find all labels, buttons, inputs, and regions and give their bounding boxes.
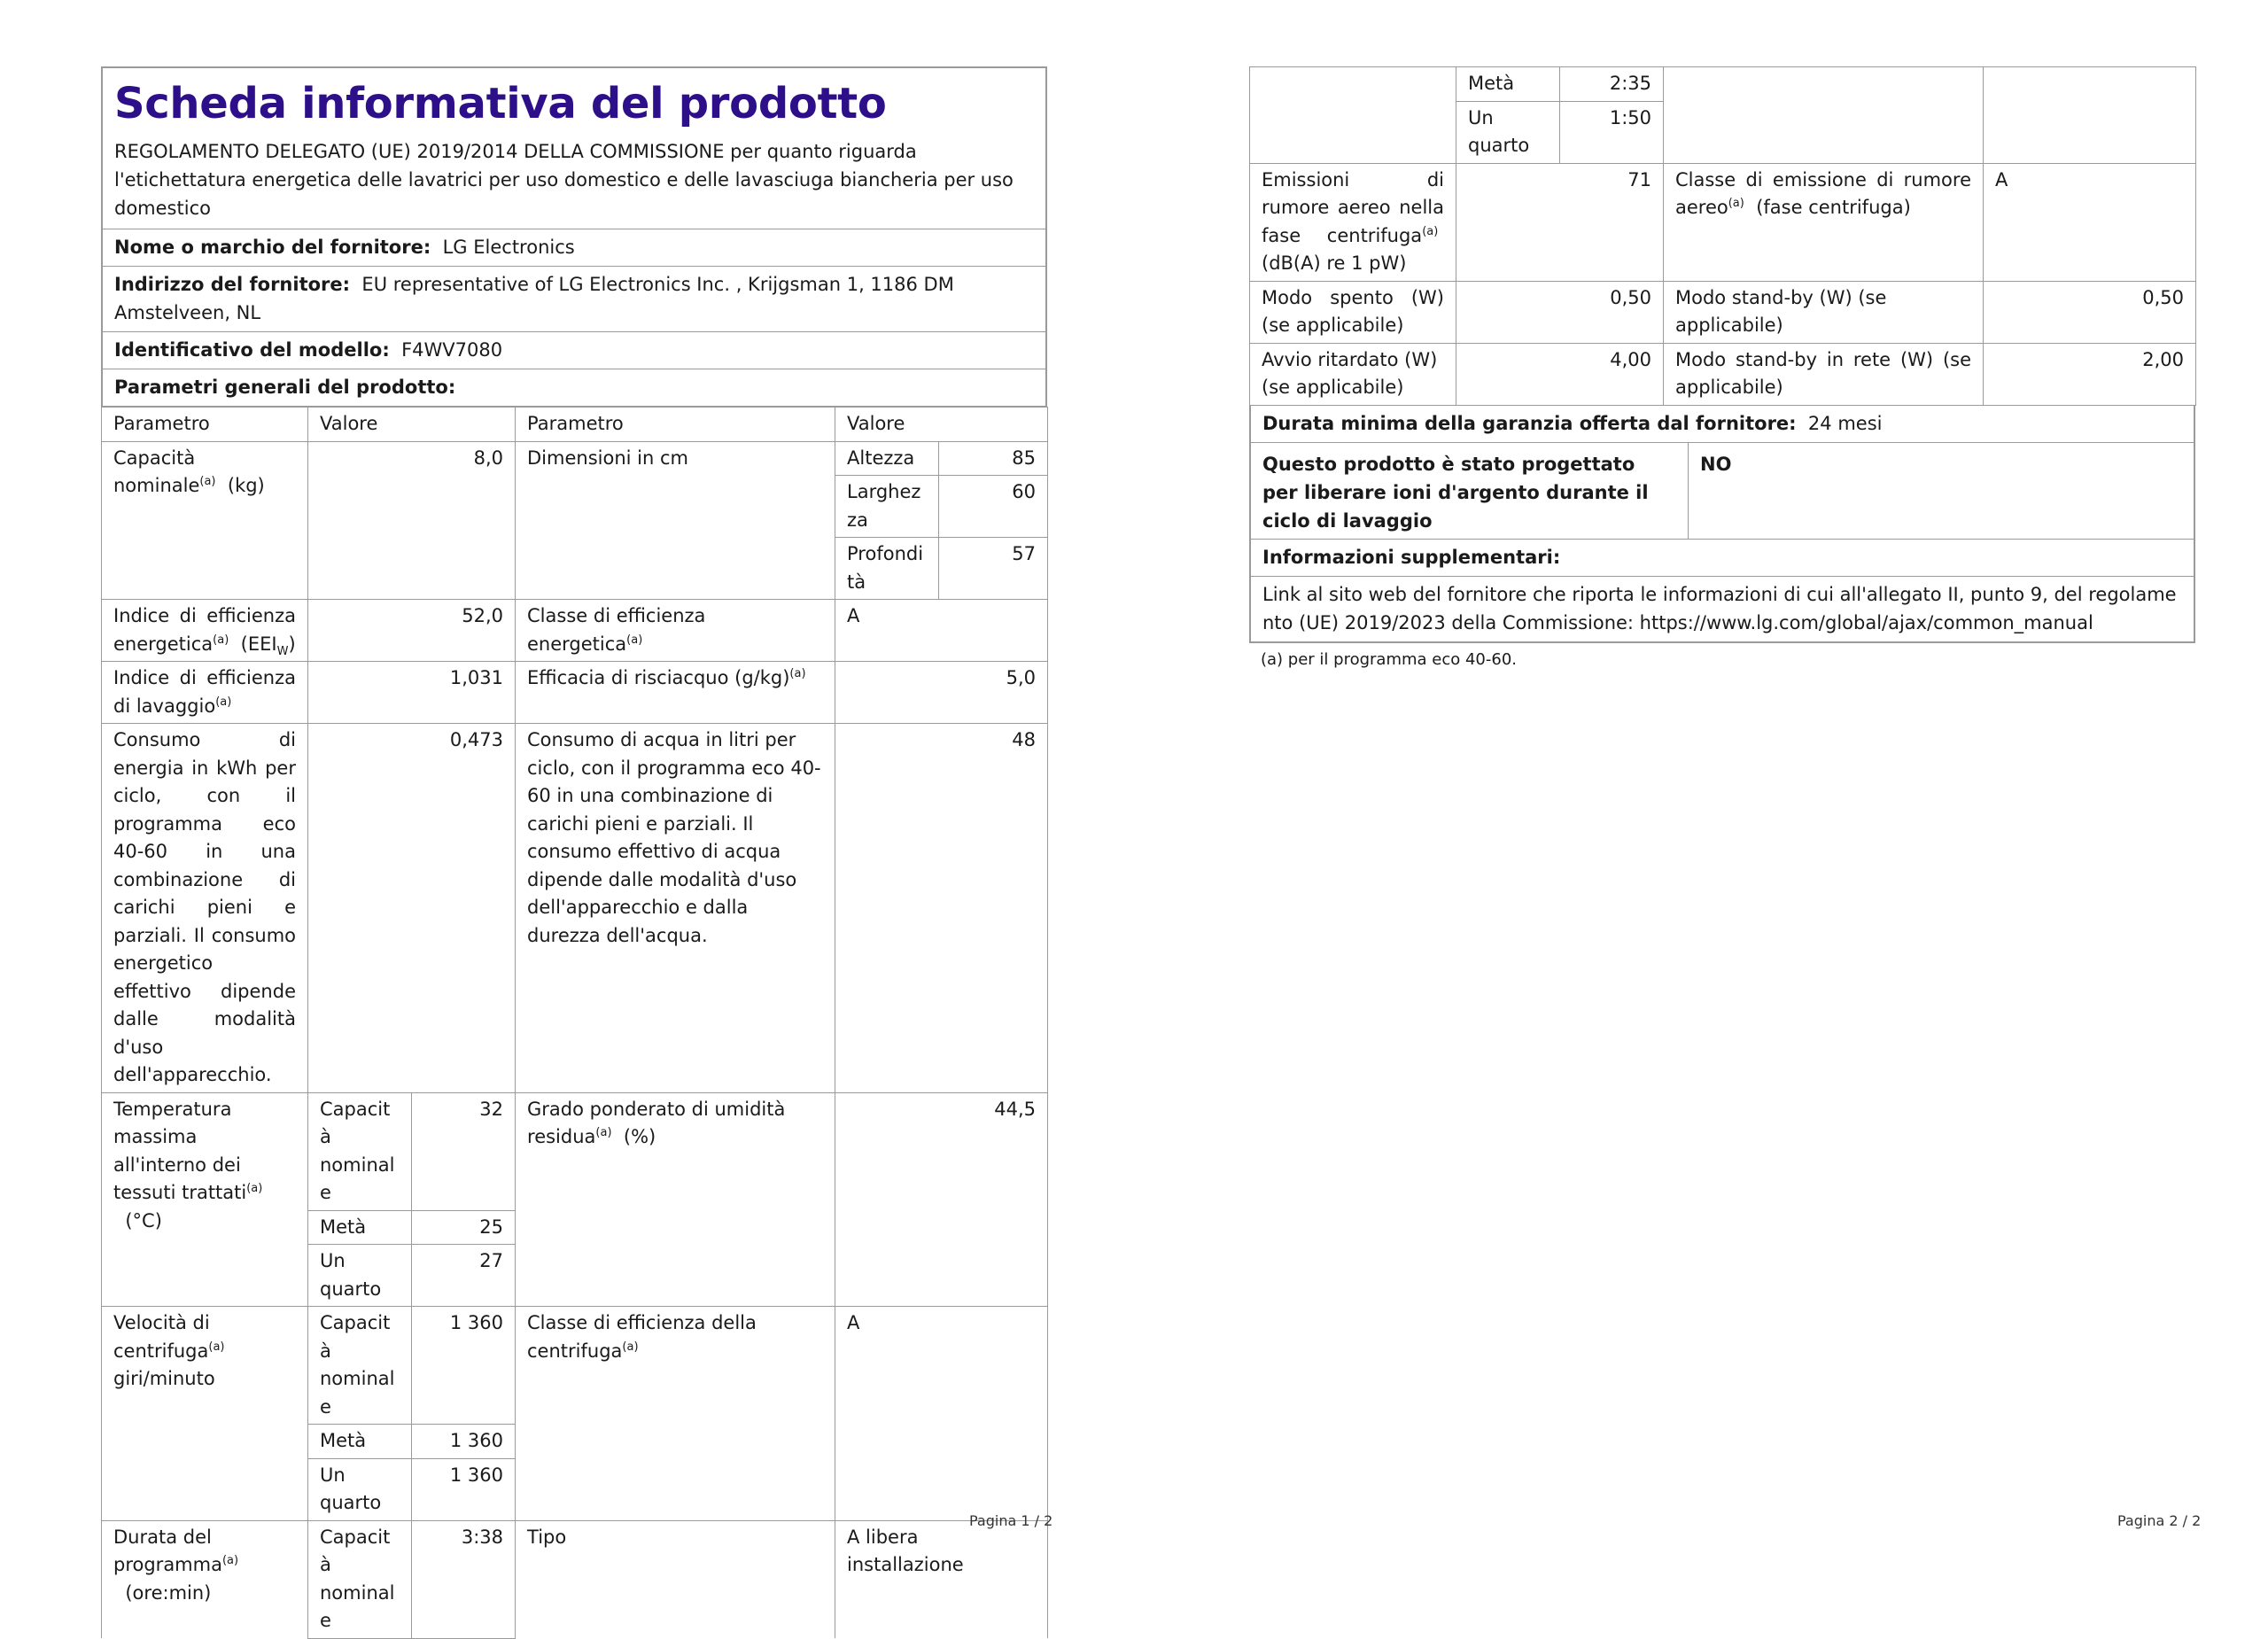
title-row bbox=[103, 68, 1045, 229]
standby-value: 0,50 bbox=[1984, 281, 2196, 343]
spin-speed-full-value: 1 360 bbox=[412, 1307, 516, 1425]
supplier-address-value: EU representative of LG Electronics Inc. , Krijgsman 1, 1186 DM Amstelveen, NL bbox=[114, 274, 954, 323]
general-params-row bbox=[103, 369, 1045, 406]
parameters-table bbox=[101, 407, 1048, 1639]
program-duration-cont bbox=[1250, 67, 1456, 164]
table-row bbox=[102, 441, 1048, 476]
page-title: Scheda informativa del prodotto bbox=[114, 79, 887, 128]
supplier-address-label: Indirizzo del fornitore: bbox=[114, 274, 351, 295]
max-temp-label: Temperatura massima all'interno dei tessuti trattati$^{(a)}$ (°C) bbox=[102, 1092, 308, 1307]
silver-ions-value: NO bbox=[1700, 453, 1732, 475]
warranty-value: 24 mesi bbox=[1807, 412, 1883, 434]
spin-class-value: A bbox=[835, 1307, 1048, 1521]
spin-class-label: Classe di efficienza della centrifuga$^{(a)}$ bbox=[516, 1307, 835, 1521]
residual-moisture-label: Grado ponderato di umidità residua$^{(a)}$ (%) bbox=[516, 1092, 835, 1307]
extra-info-header-row bbox=[1251, 540, 2194, 577]
program-duration-label: Durata del programma$^{(a)}$ (ore:min) bbox=[102, 1520, 308, 1638]
model-row bbox=[103, 332, 1045, 369]
load-full-label: Capacità nominale bbox=[308, 1092, 412, 1210]
eei-label: Indice di efficienza energetica$^{(a)}$ $(EEI_W)$ bbox=[102, 600, 308, 662]
height-label: Altezza bbox=[835, 441, 939, 476]
table-row bbox=[102, 1307, 1048, 1425]
table-row bbox=[1250, 67, 2196, 102]
silver-ions-label: Questo prodotto è stato progettato per liberare ioni d'argento durante il ciclo di lavaggio bbox=[1251, 443, 1689, 539]
energy-consumption-value: 0,473 bbox=[308, 724, 516, 1093]
network-standby-label: Modo stand-by in rete (W) (se applicabile) bbox=[1664, 343, 1984, 405]
dimensions-label: Dimensioni in cm bbox=[516, 441, 835, 600]
wash-index-value: 1,031 bbox=[308, 662, 516, 724]
parameters-table-continued bbox=[1249, 66, 2196, 406]
col-header-value-2: Valore bbox=[835, 408, 1048, 442]
eei-value: 52,0 bbox=[308, 600, 516, 662]
capacity-value: 8,0 bbox=[308, 441, 516, 600]
table-row bbox=[102, 662, 1048, 724]
warranty-row bbox=[1251, 406, 2194, 443]
extra-info-text: Link al sito web del fornitore che riporta le informazioni di cui all'allegato II, punto 9, del regolamento (UE) 2019/2023 della Commissione: https://www.lg.com/global/ajax/common_manual bbox=[1262, 583, 2177, 633]
height-value: 85 bbox=[939, 441, 1048, 476]
col-header-value: Valore bbox=[308, 408, 516, 442]
page-2 bbox=[1249, 66, 2195, 677]
noise-value: 71 bbox=[1456, 163, 1664, 281]
delay-start-label: Avvio ritardato (W) (se applicabile) bbox=[1250, 343, 1456, 405]
noise-label: Emissioni di rumore aereo nella fase centrifuga$^{(a)}$ (dB(A) re 1 pW) bbox=[1250, 163, 1456, 281]
page-number-1: Pagina 1 / 2 bbox=[969, 1512, 1053, 1529]
load-half-label: Metà bbox=[1456, 67, 1560, 102]
water-consumption-label: Consumo di acqua in litri per ciclo, con il programma eco 40-60 in una combinazione di carichi pieni e parziali. Il consumo effettivo di acqua dipende dalle modalità d'uso dell'apparecchio e dalla durezza dell'acqua. bbox=[516, 724, 835, 1093]
noise-class-label: Classe di emissione di rumore aereo$^{(a)}$ (fase centrifuga) bbox=[1664, 163, 1984, 281]
page-number-2: Pagina 2 / 2 bbox=[2117, 1512, 2202, 1529]
width-value: 60 bbox=[939, 476, 1048, 538]
table-row bbox=[1250, 281, 2196, 343]
spin-speed-half-value: 1 360 bbox=[412, 1425, 516, 1459]
model-value: F4WV7080 bbox=[401, 339, 503, 361]
table-row bbox=[102, 1520, 1048, 1638]
capacity-label: Capacità nominale$^{(a)}$ (kg) bbox=[102, 441, 308, 600]
footnote: (a) per il programma eco 40-60. bbox=[1261, 649, 1517, 669]
width-label: Larghezza bbox=[835, 476, 939, 538]
program-duration-full-value: 3:38 bbox=[412, 1520, 516, 1638]
table-header-row bbox=[102, 408, 1048, 442]
load-quarter-label: Un quarto bbox=[1456, 101, 1560, 163]
extra-info-label: Informazioni supplementari: bbox=[1262, 546, 1561, 568]
load-half-label: Metà bbox=[308, 1210, 412, 1245]
load-quarter-label: Un quarto bbox=[308, 1458, 412, 1520]
network-standby-value: 2,00 bbox=[1984, 343, 2196, 405]
regulation-text: REGOLAMENTO DELEGATO (UE) 2019/2014 DELLA COMMISSIONE per quanto riguarda l'etichettatura energetica delle lavatrici per uso domestico e delle lavasciuga biancheria per uso domestico bbox=[114, 141, 1014, 219]
type-label: Tipo bbox=[516, 1520, 835, 1638]
depth-label: Profondità bbox=[835, 538, 939, 600]
load-full-label: Capacità nominale bbox=[308, 1307, 412, 1425]
spin-speed-label: Velocità di centrifuga$^{(a)}$ giri/minuto bbox=[102, 1307, 308, 1521]
rinse-label: Efficacia di risciacquo $(g/kg)^{(a)}$ bbox=[516, 662, 835, 724]
type-value-cont bbox=[1984, 67, 2196, 164]
type-value: A libera installazione bbox=[835, 1520, 1048, 1638]
col-header-param: Parametro bbox=[102, 408, 308, 442]
table-row bbox=[102, 724, 1048, 1093]
supplier-address-row bbox=[103, 267, 1045, 332]
program-duration-half-value: 2:35 bbox=[1560, 67, 1664, 102]
off-mode-label: Modo spento (W) (se applicabile) bbox=[1250, 281, 1456, 343]
table-row bbox=[102, 600, 1048, 662]
load-full-label: Capacità nominale bbox=[308, 1520, 412, 1638]
table-row bbox=[1250, 163, 2196, 281]
info-sheet-footer bbox=[1249, 406, 2195, 643]
energy-class-label: Classe di efficienza energetica$^{(a)}$ bbox=[516, 600, 835, 662]
supplier-name-row bbox=[103, 229, 1045, 267]
general-params-label: Parametri generali del prodotto: bbox=[114, 377, 456, 398]
energy-consumption-label: Consumo di energia in kWh per ciclo, con il programma eco 40-60 in una combinazione di carichi pieni e parziali. Il consumo energetico effettivo dipende dalle modalità d'uso dell'apparecchio. bbox=[102, 724, 308, 1093]
residual-moisture-value: 44,5 bbox=[835, 1092, 1048, 1307]
extra-info-row bbox=[1251, 577, 2194, 641]
load-quarter-label: Un quarto bbox=[308, 1245, 412, 1307]
water-consumption-value: 48 bbox=[835, 724, 1048, 1093]
model-label: Identificativo del modello: bbox=[114, 339, 390, 361]
silver-ions-row bbox=[1251, 443, 2194, 540]
supplier-name-label: Nome o marchio del fornitore: bbox=[114, 237, 431, 258]
wash-index-label: Indice di efficienza di lavaggio$^{(a)}$ bbox=[102, 662, 308, 724]
noise-class-value: A bbox=[1984, 163, 2196, 281]
load-half-label: Metà bbox=[308, 1425, 412, 1459]
depth-value: 57 bbox=[939, 538, 1048, 600]
max-temp-full-value: 32 bbox=[412, 1092, 516, 1210]
max-temp-quarter-value: 27 bbox=[412, 1245, 516, 1307]
off-mode-value: 0,50 bbox=[1456, 281, 1664, 343]
program-duration-quarter-value: 1:50 bbox=[1560, 101, 1664, 163]
max-temp-half-value: 25 bbox=[412, 1210, 516, 1245]
energy-class-value: A bbox=[835, 600, 1048, 662]
info-sheet-header bbox=[101, 66, 1047, 408]
type-cont bbox=[1664, 67, 1984, 164]
table-row bbox=[102, 1092, 1048, 1210]
standby-label: Modo stand-by (W) (se applicabile) bbox=[1664, 281, 1984, 343]
warranty-label: Durata minima della garanzia offerta dal fornitore: bbox=[1262, 412, 1797, 434]
spin-speed-quarter-value: 1 360 bbox=[412, 1458, 516, 1520]
page-1 bbox=[101, 66, 1047, 1639]
delay-start-value: 4,00 bbox=[1456, 343, 1664, 405]
table-row bbox=[1250, 343, 2196, 405]
supplier-name-value: LG Electronics bbox=[442, 237, 575, 258]
rinse-value: 5,0 bbox=[835, 662, 1048, 724]
col-header-param-2: Parametro bbox=[516, 408, 835, 442]
